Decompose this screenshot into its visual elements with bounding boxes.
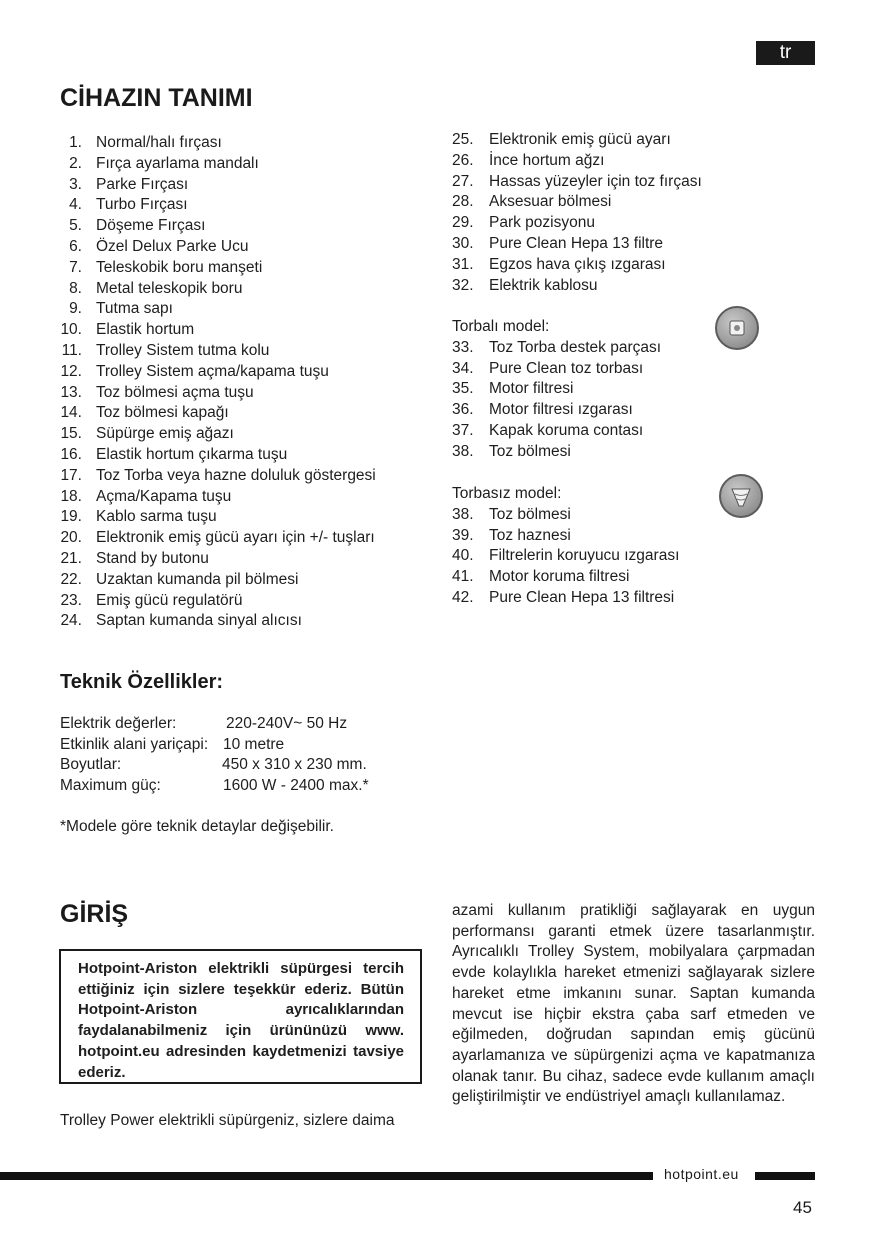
item-number: 13. xyxy=(60,383,82,401)
item-label: Elastik hortum xyxy=(96,321,195,339)
list-item xyxy=(60,362,420,383)
list-item xyxy=(60,133,420,154)
item-number: 3. xyxy=(69,175,82,193)
item-label: Toz haznesi xyxy=(489,526,571,544)
item-number: 29. xyxy=(452,214,474,232)
spec-row xyxy=(60,735,400,756)
item-label: Stand by butonu xyxy=(96,549,209,567)
item-label: Pure Clean toz torbası xyxy=(489,359,644,377)
item-number: 7. xyxy=(69,258,82,276)
item-label: İnce hortum ağzı xyxy=(489,151,605,169)
item-label: Filtrelerin koruyucu ızgarası xyxy=(489,547,680,565)
list-item xyxy=(60,570,420,591)
item-number: 16. xyxy=(60,445,82,463)
language-tab: tr xyxy=(756,41,815,65)
item-number: 26. xyxy=(452,151,474,169)
list-item xyxy=(60,528,420,549)
list-item xyxy=(60,216,420,237)
item-number: 37. xyxy=(452,421,474,439)
list-item xyxy=(60,341,420,362)
item-label: Elektrik kablosu xyxy=(489,276,598,294)
spec-value: 1600 W - 2400 max.* xyxy=(223,777,369,795)
list-item xyxy=(452,421,772,442)
item-number: 9. xyxy=(69,300,82,318)
item-number: 35. xyxy=(452,380,474,398)
list-item xyxy=(452,546,772,567)
list-item xyxy=(452,400,772,421)
item-number: 1. xyxy=(69,134,82,151)
list-item xyxy=(60,403,420,424)
list-item xyxy=(60,549,420,570)
spec-value: 450 x 310 x 230 mm. xyxy=(222,756,367,774)
item-label: Süpürge emiş ağazı xyxy=(96,425,234,443)
footer-rule-right xyxy=(755,1172,815,1180)
item-number: 23. xyxy=(60,591,82,609)
item-number: 24. xyxy=(60,612,82,630)
item-number: 25. xyxy=(452,131,474,148)
item-number: 20. xyxy=(60,529,82,547)
list-item xyxy=(60,237,420,258)
item-number: 41. xyxy=(452,568,474,586)
item-label: Teleskobik boru manşeti xyxy=(96,258,263,276)
list-item xyxy=(452,567,772,588)
item-number: 14. xyxy=(60,404,82,422)
spec-label: Etkinlik alani yariçapi: xyxy=(60,735,209,753)
item-number: 11. xyxy=(61,341,82,359)
item-label: Toz bölmesi açma tuşu xyxy=(96,383,254,401)
list-item xyxy=(452,172,772,193)
list-item xyxy=(452,442,772,463)
list-item xyxy=(60,154,420,175)
item-label: Toz bölmesi xyxy=(489,442,571,460)
item-number: 40. xyxy=(452,547,474,565)
item-label: Döşeme Fırçası xyxy=(96,217,206,235)
item-label: Elektronik emiş gücü ayarı için +/- tuşları xyxy=(96,529,375,547)
item-label: Fırça ayarlama mandalı xyxy=(96,154,259,172)
item-label: Trolley Sistem açma/kapama tuşu xyxy=(96,362,329,380)
bag-model-icon xyxy=(715,306,759,350)
item-number: 4. xyxy=(69,196,82,214)
item-label: Toz Torba veya hazne doluluk göstergesi xyxy=(96,466,376,484)
item-label: Tutma sapı xyxy=(96,300,173,318)
list-item xyxy=(452,130,772,151)
page-number: 45 xyxy=(793,1198,812,1217)
list-item xyxy=(60,507,420,528)
list-item xyxy=(60,195,420,216)
spec-value: 10 metre xyxy=(223,735,285,753)
list-item xyxy=(60,487,420,508)
item-number: 42. xyxy=(452,588,474,606)
item-label: Parke Fırçası xyxy=(96,175,189,193)
parts-list-right xyxy=(452,130,772,296)
parts-list-left xyxy=(60,133,420,632)
list-item xyxy=(452,359,772,380)
list-item xyxy=(60,279,420,300)
list-item xyxy=(60,383,420,404)
spec-row xyxy=(60,755,400,776)
item-label: Elektronik emiş gücü ayarı xyxy=(489,131,671,148)
item-number: 34. xyxy=(452,359,474,377)
spec-label: Boyutlar: xyxy=(60,756,122,774)
spec-row xyxy=(60,714,400,735)
item-number: 18. xyxy=(60,487,82,505)
list-item xyxy=(452,526,772,547)
item-number: 15. xyxy=(60,425,82,443)
item-label: Trolley Sistem tutma kolu xyxy=(96,341,270,359)
footer-site: hotpoint.eu xyxy=(664,1166,739,1182)
specs-table xyxy=(60,714,400,797)
bagless-parts-list xyxy=(452,505,772,609)
item-number: 27. xyxy=(452,172,474,190)
list-item xyxy=(452,379,772,400)
intro-paragraph-left: Trolley Power elektrikli süpürgeniz, sizlere daima xyxy=(60,1112,395,1129)
list-item xyxy=(452,255,772,276)
item-number: 8. xyxy=(69,279,82,297)
item-number: 30. xyxy=(452,234,474,252)
item-number: 5. xyxy=(69,217,82,235)
specs-title: Teknik Özellikler: xyxy=(60,671,224,693)
spec-value: 220-240V~ 50 Hz xyxy=(226,715,348,732)
item-number: 10. xyxy=(60,321,82,339)
item-number: 12. xyxy=(60,362,82,380)
list-item xyxy=(60,611,420,632)
list-item xyxy=(452,213,772,234)
list-item xyxy=(452,588,772,609)
item-label: Özel Delux Parke Ucu xyxy=(96,237,249,255)
item-number: 31. xyxy=(452,255,474,273)
item-label: Hassas yüzeyler için toz fırçası xyxy=(489,172,702,190)
item-label: Uzaktan kumanda pil bölmesi xyxy=(96,570,299,588)
registration-notice-box xyxy=(59,949,422,1084)
list-item xyxy=(60,591,420,612)
list-item xyxy=(60,445,420,466)
item-label: Pure Clean Hepa 13 filtresi xyxy=(489,588,675,606)
bagless-model-heading: Torbasız model: xyxy=(452,485,562,502)
list-item xyxy=(60,299,420,320)
list-item xyxy=(452,234,772,255)
item-label: Metal teleskopik boru xyxy=(96,279,243,297)
item-number: 2. xyxy=(69,154,82,172)
bagged-model-heading: Torbalı model: xyxy=(452,318,550,335)
item-number: 21. xyxy=(60,549,82,567)
list-item xyxy=(60,175,420,196)
item-number: 19. xyxy=(60,508,82,526)
item-label: Elastik hortum çıkarma tuşu xyxy=(96,445,288,463)
item-number: 38. xyxy=(452,505,474,523)
list-item xyxy=(60,466,420,487)
item-label: Toz Torba destek parçası xyxy=(489,338,662,356)
item-number: 6. xyxy=(69,237,82,255)
spec-row xyxy=(60,776,400,797)
footer-rule-left xyxy=(0,1172,653,1180)
spec-label: Maximum güç: xyxy=(60,777,161,795)
item-label: Motor filtresi ızgarası xyxy=(489,401,633,419)
item-number: 38. xyxy=(452,442,474,460)
list-item xyxy=(60,258,420,279)
item-number: 33. xyxy=(452,338,474,356)
list-item xyxy=(60,424,420,445)
item-number: 17. xyxy=(60,466,82,484)
item-label: Turbo Fırçası xyxy=(96,196,188,214)
bagged-parts-list xyxy=(452,338,772,463)
item-number: 39. xyxy=(452,526,474,544)
item-label: Toz bölmesi xyxy=(489,505,571,523)
item-label: Motor filtresi xyxy=(489,380,574,398)
item-label: Aksesuar bölmesi xyxy=(489,193,612,211)
list-item xyxy=(452,151,772,172)
intro-paragraph-right: azami kullanım pratikliği sağlayarak en uygun performansı garanti etmek üzere tasarlanmıştır. Ayrıcalıklı Trolley System, mobilyalara çarpmadan evde kolaylıkla hareket etmenizi sağlayarak sizlere hareket etme imkanını sunar. Saptan kumanda mevcut ise hiçbir ekstra çaba sarf etmeden ve eğilmeden, doğrudan sapından emiş gücünü ayarlamanıza ve süpürgenizi açma ve kapatmanıza olanak tanır. Bu cihaz, sadece evde kullanım amaçlı geliştirilmiştir ve endüstriyel amaçlı kullanılamaz. xyxy=(452,902,815,1106)
specs-note: *Modele göre teknik detaylar değişebilir. xyxy=(60,818,334,835)
item-label: Motor koruma filtresi xyxy=(489,568,630,586)
item-label: Kablo sarma tuşu xyxy=(96,508,217,526)
item-label: Pure Clean Hepa 13 filtre xyxy=(489,234,664,252)
item-label: Egzos hava çıkış ızgarası xyxy=(489,255,666,273)
spec-label: Elektrik değerler: xyxy=(60,715,177,732)
item-label: Açma/Kapama tuşu xyxy=(96,487,232,505)
item-label: Toz bölmesi kapağı xyxy=(96,404,229,422)
item-label: Saptan kumanda sinyal alıcısı xyxy=(96,612,302,630)
item-label: Normal/halı fırçası xyxy=(96,134,222,151)
item-label: Kapak koruma contası xyxy=(489,421,644,439)
list-item xyxy=(60,320,420,341)
item-number: 32. xyxy=(452,276,474,294)
list-item xyxy=(452,192,772,213)
item-label: Park pozisyonu xyxy=(489,214,595,232)
section-title-description: CİHAZIN TANIMI xyxy=(60,84,253,112)
registration-notice-text: Hotpoint-Ariston elektrikli süpürgesi tercih ettiğiniz için sizlere teşekkür ederiz. Bütün Hotpoint-Ariston ayrıcalıklarından faydalanabilmeniz için ürününüzü www. hotpoint.eu adresinden kaydetmenizi tavsiye ederiz. xyxy=(78,960,404,1081)
cyclone-model-icon xyxy=(719,474,763,518)
item-number: 36. xyxy=(452,401,474,419)
section-title-intro: GİRİŞ xyxy=(60,900,129,928)
item-label: Emiş gücü regulatörü xyxy=(96,591,243,609)
item-number: 22. xyxy=(60,570,82,588)
list-item xyxy=(452,276,772,297)
item-number: 28. xyxy=(452,193,474,211)
